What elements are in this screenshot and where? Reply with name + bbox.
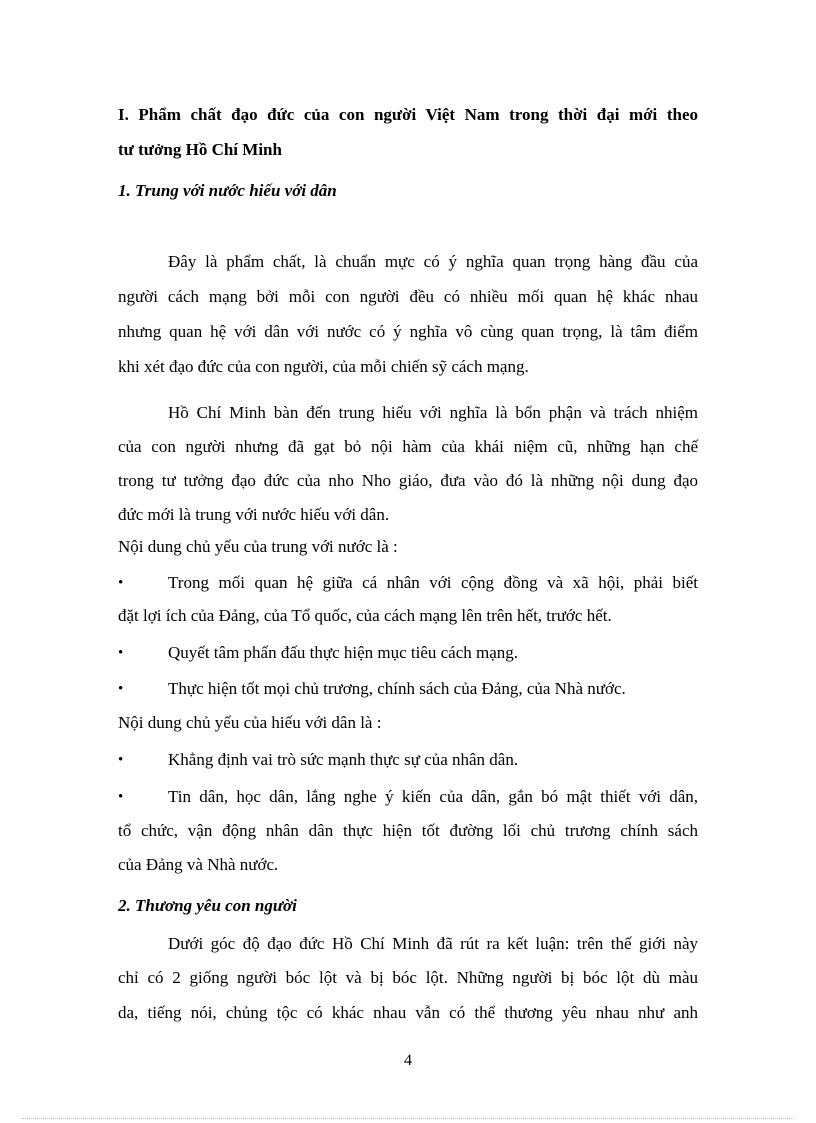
list-item-line: Quyết tâm phấn đấu thực hiện mục tiêu cách mạng. — [168, 643, 519, 662]
list-item-line: đặt lợi ích của Đảng, của Tổ quốc, của cách mạng lên trên hết, trước hết. — [118, 606, 612, 625]
paragraph-line: nhưng quan hệ với dân với nước có ý nghĩa vô cùng quan trọng, là tâm điểm — [118, 322, 698, 341]
list-item-line: Thực hiện tốt mọi chủ trương, chính sách của Đảng, của Nhà nước. — [168, 679, 626, 698]
paragraph-line: da, tiếng nói, chủng tộc có khác nhau vẫn có thể thương yêu nhau như anh — [118, 1003, 698, 1022]
paragraph-line: Dưới góc độ đạo đức Hồ Chí Minh đã rút ra kết luận: trên thế giới này — [168, 934, 698, 953]
list-item-line: Tin dân, học dân, lắng nghe ý kiến của dân, gắn bó mật thiết với dân, — [168, 787, 698, 806]
heading-line-2: tư tưởng Hồ Chí Minh — [118, 140, 282, 159]
page-number: 4 — [404, 1052, 412, 1069]
bullet-marker: • — [118, 645, 124, 661]
paragraph-line: đức mới là trung với nước hiếu với dân. — [118, 505, 390, 524]
section-1-title: 1. Trung với nước hiếu với dân — [118, 181, 337, 200]
list-item-line: Khẳng định vai trò sức mạnh thực sự của nhân dân. — [168, 750, 519, 769]
paragraph-line: trong tư tưởng đạo đức của nho Nho giáo, đưa vào đó là những nội dung đạo — [118, 471, 698, 490]
list-item-line: của Đảng và Nhà nước. — [118, 855, 279, 874]
section-2-title: 2. Thương yêu con người — [118, 896, 297, 915]
intro-trung-voi-nuoc: Nội dung chủ yếu của trung với nước là : — [118, 537, 398, 556]
paragraph-line: Đây là phẩm chất, là chuẩn mực có ý nghĩa quan trọng hàng đầu của — [168, 252, 698, 271]
paragraph-line: người cách mạng bởi mỗi con người đều có nhiều mối quan hệ khác nhau — [118, 287, 698, 306]
bullet-marker: • — [118, 575, 124, 591]
list-item-line: Trong mối quan hệ giữa cá nhân với cộng đồng và xã hội, phải biết — [168, 573, 698, 592]
intro-hieu-voi-dan: Nội dung chủ yếu của hiếu với dân là : — [118, 713, 382, 732]
bullet-marker: • — [118, 789, 124, 805]
paragraph-line: khi xét đạo đức của con người, của mỗi chiến sỹ cách mạng. — [118, 357, 529, 376]
bullet-marker: • — [118, 752, 124, 768]
page-bottom-divider — [22, 1118, 794, 1119]
heading-line-1: I. Phẩm chất đạo đức của con người Việt Nam trong thời đại mới theo — [118, 105, 698, 124]
bullet-marker: • — [118, 681, 124, 697]
list-item-line: tổ chức, vận động nhân dân thực hiện tốt đường lối chủ trương chính sách — [118, 821, 698, 840]
paragraph-line: của con người nhưng đã gạt bỏ nội hàm của khái niệm cũ, những hạn chế — [118, 437, 698, 456]
paragraph-line: Hồ Chí Minh bàn đến trung hiếu với nghĩa là bổn phận và trách nhiệm — [168, 403, 698, 422]
paragraph-line: chỉ có 2 giống người bóc lột và bị bóc lột. Những người bị bóc lột dù màu — [118, 968, 698, 987]
